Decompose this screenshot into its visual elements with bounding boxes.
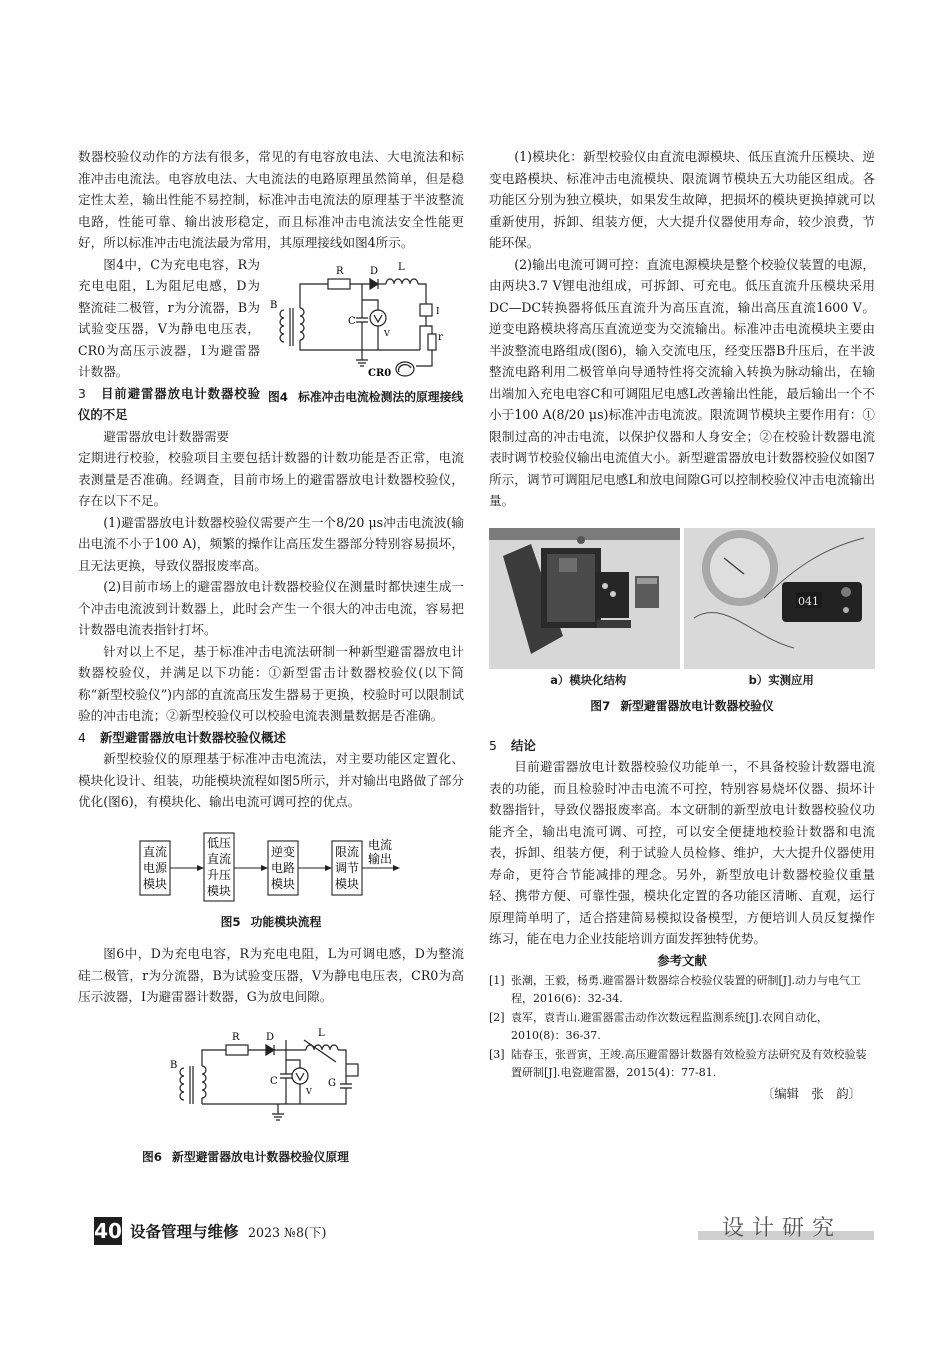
- figure-4-title: 标准冲击电流检测法的原理接线: [298, 390, 464, 404]
- paragraph-intro: 数器校验仪动作的方法有很多，常见的有电容放电法、大电流法和标准冲击电流法。电容放电法、大电流法的电路原理虽然简单，但是稳定性太差，输出性能不易控制，标准冲击电流法的原理基于半波整流电路，性能可靠、输出波形稳定，而且标准冲击电流法安全性能更好，所以标准冲击电流法最为常用，其原理接线如图4所示。: [78, 149, 464, 250]
- fig5-output-line-2: 输出: [367, 851, 393, 866]
- figure-7-photos: [489, 528, 875, 669]
- figure-5-flow: [78, 827, 464, 905]
- fig5-output-line-1: 电流: [367, 837, 393, 852]
- section-4-title: 新型避雷器放电计数器校验仪概述: [100, 729, 286, 745]
- paragraph-fig6-desc: 图6中，D为充电电容，R为充电电阻，L为可调电感，D为整流硅二极管，r为分流器，B为试验变压器，V为静电电压表，CR0为高压示波器，I为避雷器计数器，G为放电间隙。: [78, 946, 464, 1004]
- section-5-title: 结论: [511, 737, 536, 753]
- fig5-block-1-line-1: 直流: [142, 844, 168, 859]
- fig4-label-r: r: [438, 331, 443, 343]
- page-number: 40: [94, 1219, 122, 1243]
- figure-4-wrap: [78, 254, 464, 448]
- fig5-block-3-line-3: 模块: [270, 876, 296, 891]
- fig5-block-2-line-4: 模块: [206, 883, 232, 898]
- fig6-label-R: R: [232, 1031, 240, 1043]
- figure-4: [260, 254, 464, 448]
- references-list: [489, 972, 875, 1083]
- paragraph-deficiency-1: (1)避雷器放电计数器校验仪需要产生一个8/20 μs冲击电流波(输出电流不小于100 A)，频繁的操作让高压发生器部分特别容易损坏，且无法更换，导致仪器报废率高。: [78, 514, 464, 573]
- fig6-label-V: V: [306, 1086, 312, 1096]
- section-name: 设计研究: [722, 1216, 843, 1241]
- reference-item: [489, 1009, 875, 1046]
- reference-item: [489, 1046, 875, 1083]
- fig5-block-1-line-2: 电源: [142, 860, 168, 875]
- figure-4-circuit: [260, 254, 464, 382]
- section-3-heading: [78, 383, 260, 426]
- editor-note: 〔编辑 张 韵〕: [761, 1085, 861, 1101]
- paragraph-target: 针对以上不足，基于标准冲击电流法研制一种新型避雷器放电计数器校验仪，并满足以下功能：①新型雷击计数器校验仪(以下简称“新型校验仪”)内部的直流高压发生器易于更换，校验时可以限制试验的冲击电流；②新型校验仪可以校验电流表测量数据是否准确。: [78, 643, 464, 723]
- figure-6-number: 图6: [142, 1150, 163, 1164]
- fig5-block-4-line-1: 限流: [334, 844, 360, 859]
- right-column: [489, 146, 875, 1105]
- paragraph-conclusion: 目前避雷器放电计数器校验仪功能单一，不具备校验计数器电流表的功能，而且检验时冲击电流不可控，特别容易烧坏仪器、损坏计数器指针，导致仪器报废率高。本文研制的新型放电计数器校验仪功能齐全，输出电流可调、可控，可以安全便捷地校验计数器和电流表，拆卸、组装方便，利于试验人员检修、维护，大大提升仪器使用寿命，更符合节能减排的理念。另外，新型放电计数器校验仪重量轻、携带方便、可靠性强，模块化定置的各功能区清晰、直观，运行原理简单明了，适合搭建简易模拟设备模型，方便培训人员反复操作练习，能在电力企业技能培训方面发挥独特优势。: [489, 759, 875, 946]
- fig4-label-D: D: [370, 265, 379, 277]
- reference-number: [1]: [489, 973, 505, 987]
- section-3-number: 3: [78, 385, 86, 401]
- figure-7-caption: [489, 697, 875, 715]
- figure-5-number: 图5: [220, 915, 241, 929]
- section-4-number: 4: [78, 729, 86, 745]
- section-5-number: 5: [489, 737, 497, 753]
- paragraph-controllable: (2)输出电流可调可控：直流电源模块是整个校验仪装置的电源，由两块3.7 V锂电池组成，可拆卸、可充电。低压直流升压模块采用DC—DC转换器将低压直流升为高压直流，输出高压直流1600 V。逆变电路模块将高压直流逆变为交流输出。标准冲击电流模块主要由半波整流电路组成(图6)，输入交流电压，经变压器B升压后，在半波整流电路利用二极管单向导通特性将交流输入转换为脉动输出，在输出端加入充电电容C和可调阻尼电感L改善输出性能，最后输出一个不小于100 A(8/20 μs)标准冲击电流波。限流调节模块主要作用有：①限制过高的冲击电流，以保护仪器和人身安全；②在校验计数器电流表时调节校验仪输出电流值大小。新型避雷器放电计数器校验仪如图7所示，调节可调阻尼电感L和放电间隙G可以控制校验仪冲击电流输出量。: [489, 256, 875, 508]
- journal-name: 设备管理与维修: [130, 1223, 239, 1241]
- section-4-heading: [78, 727, 464, 749]
- fig5-block-4-line-3: 模块: [334, 876, 360, 891]
- fig6-label-C: C: [270, 1075, 278, 1087]
- reference-number: [2]: [489, 1010, 505, 1024]
- figure-6-circuit: [78, 1024, 464, 1128]
- paragraph-deficiency-2: (2)目前市场上的避雷器放电计数器校验仪在测量时都快速生成一个冲击电流波到计数器上，此时会产生一个很大的冲击电流，容易把计数器电流表指针打坏。: [78, 579, 464, 637]
- reference-text: 陆春玉，张晋寅，王竣.高压避雷器计数器有效检验方法研究及有效校验装置研制[J].电瓷避雷器，2015(4)：77-81.: [511, 1047, 867, 1079]
- figure-4-number: 图4: [268, 390, 289, 404]
- reference-text: 张潮，王毅，杨勇.避雷器计数器综合校验仪装置的研制[J].动力与电气工程，2016(6)：32-34.: [511, 973, 861, 1005]
- fig4-label-V: V: [384, 328, 390, 338]
- fig5-block-2-line-2: 直流: [206, 851, 232, 866]
- figure-7: [489, 528, 875, 715]
- fig6-label-L: L: [318, 1027, 325, 1039]
- paragraph-sec3-cont: 定期进行校验，校验项目主要包括计数器的计数功能是否正常，电流表测量是否准确。经调查，目前市场上的避雷器放电计数器校验仪，存在以下不足。: [78, 450, 464, 508]
- figure-5: [78, 827, 464, 932]
- paragraph-sec3-start: 避雷器放电计数器需要: [103, 428, 230, 444]
- reference-item: [489, 972, 875, 1009]
- figure-6-title: 新型避雷器放电计数器校验仪原理: [172, 1150, 349, 1164]
- fig4-label-L: L: [398, 261, 405, 273]
- photo-modular-structure: [489, 528, 680, 669]
- fig5-block-2-line-1: 低压: [206, 835, 232, 850]
- reference-number: [3]: [489, 1047, 505, 1061]
- figure-6-caption: [142, 1148, 464, 1166]
- fig4-label-R: R: [336, 265, 344, 277]
- issue-info: 2023 №8(下): [248, 1225, 327, 1240]
- figure-6: [78, 1024, 464, 1167]
- figure-7-title: 新型避雷器放电计数器校验仪: [620, 698, 774, 713]
- figure-4-caption: [268, 388, 464, 406]
- fig6-label-B: B: [170, 1059, 178, 1071]
- figure-7-subcaption-a: a）模块化结构: [550, 672, 627, 687]
- left-column: [78, 146, 464, 1166]
- figure-5-title: 功能模块流程: [250, 915, 322, 929]
- fig4-label-CR0: CR0: [368, 367, 392, 379]
- figure-7-subcaptions: [489, 669, 875, 691]
- figure-5-caption: [78, 913, 464, 931]
- figure-7-number: 图7: [590, 698, 611, 713]
- paragraph-sec4: 新型校验仪的原理基于标准冲击电流法，对主要功能区定置化、模块化设计、组装，功能模块流程如图5所示，并对输出电路做了部分优化(图6)，有模块化、输出电流可调可控的优点。: [78, 751, 464, 809]
- meter-display-value: 041: [798, 594, 819, 608]
- fig4-label-B: B: [270, 299, 278, 311]
- fig5-block-1-line-3: 模块: [142, 876, 168, 891]
- fig6-label-G: G: [328, 1077, 336, 1089]
- fig5-block-3-line-2: 电路: [270, 860, 296, 875]
- fig5-block-4-line-2: 调节: [334, 860, 360, 875]
- figure-4-text-column: [78, 254, 260, 448]
- reference-text: 袁军，袁青山.避雷器雷击动作次数远程监测系统[J].农网自动化，2010(8)：36-37.: [511, 1010, 828, 1042]
- paragraph-modular: (1)模块化：新型校验仪由直流电源模块、低压直流升压模块、逆变电路模块、标准冲击电流模块、限流调节模块五大功能区组成。各功能区分别为独立模块，如果发生故障，把损坏的模块更换掉就可以重新使用，拆卸、组装方便，大大提升仪器使用寿命，较少浪费，节能环保。: [489, 149, 875, 250]
- figure-7-subcaption-b: b）实测应用: [748, 672, 814, 687]
- photo-field-test: [684, 528, 875, 669]
- section-3-title: 目前避雷器放电计数器校验仪的不足: [78, 385, 260, 422]
- references-title: 参考文献: [657, 952, 707, 968]
- paragraph-fig4-desc: 图4中，C为充电电容，R为充电电阻，L为阻尼电感，D为整流硅二极管，r为分流器，B为试验变压器，V为静电电压表，CR0为高压示波器，I为避雷器计数器。: [78, 256, 260, 379]
- fig6-label-D: D: [266, 1031, 275, 1043]
- section-5-heading: [489, 735, 875, 757]
- fig4-label-I: I: [436, 306, 440, 317]
- fig5-block-3-line-1: 逆变: [270, 844, 296, 859]
- fig5-block-2-line-3: 升压: [206, 867, 232, 882]
- fig4-label-C: C: [348, 315, 356, 327]
